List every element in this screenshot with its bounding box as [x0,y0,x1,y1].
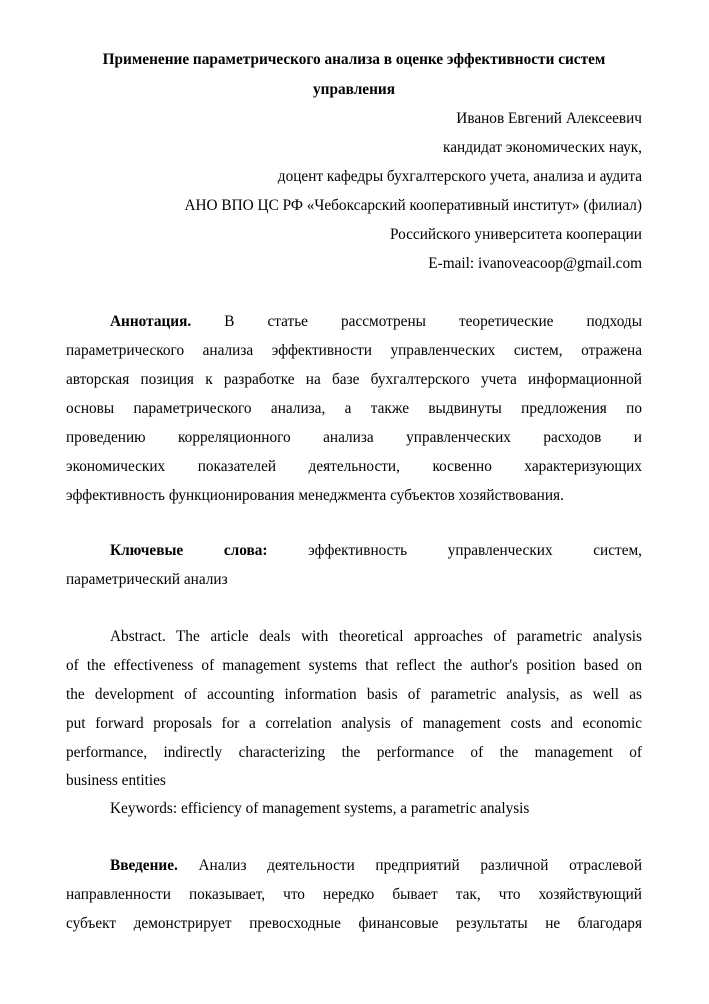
annotation-line-3: авторская позиция к разработке на базе бухгалтерского учета информационной [66,371,642,388]
intro-text: Анализ деятельности предприятий различной отраслевой [198,857,643,874]
intro-line-2: направленности показывает, что нередко бывает так, что хозяйствующий [66,886,642,903]
abstract-line-6: business entities [66,772,166,789]
abstract-line-1: Abstract. The article deals with theoretical approaches of parametric analysis [110,628,642,645]
abstract-line-2: of the effectiveness of management systems that reflect the author's position based on [66,657,642,674]
abstract-line-4: put forward proposals for a correlation analysis of management costs and economic [66,715,642,732]
intro-label: Введение. [110,857,178,874]
keywords-en: Keywords: efficiency of management systems, a parametric analysis [110,800,530,817]
intro-line-3: субъект демонстрирует превосходные финансовые результаты не благодаря [66,915,642,932]
paper-title-line-2: управления [313,81,395,98]
annotation-line-7: эффективность функционирования менеджмента субъектов хозяйствования. [66,487,564,504]
author-name: Иванов Евгений Алексеевич [456,110,642,127]
keywords-ru-line-1 [66,541,642,561]
annotation-text: В статье рассмотрены теоретические подходы [224,313,642,330]
keywords-ru-label: Ключевые слова: [110,542,268,559]
paper-title-line-1: Применение параметрического анализа в оценке эффективности систем [102,51,606,68]
abstract-line-3: the development of accounting information basis of parametric analysis, as well as [66,686,642,703]
abstract-line-5: performance, indirectly characterizing the performance of the management of [66,744,642,761]
author-position: доцент кафедры бухгалтерского учета, анализа и аудита [277,168,642,185]
annotation-line-6: экономических показателей деятельности, косвенно характеризующих [66,458,642,475]
keywords-ru-line-2: параметрический анализ [66,571,228,588]
author-institution: АНО ВПО ЦС РФ «Чебоксарский кооперативный институт» (филиал) [184,197,642,214]
annotation-line-4: основы параметрического анализа, а также выдвинуты предложения по [66,400,642,417]
annotation-line-5: проведению корреляционного анализа управленческих расходов и [66,429,642,446]
annotation-label: Аннотация. [110,313,192,330]
author-university: Российского университета кооперации [389,226,642,243]
author-email: E-mail: ivanoveacoop@gmail.com [428,255,642,272]
annotation-line-1 [66,312,642,332]
annotation-line-2: параметрического анализа эффективности управленческих систем, отражена [66,342,642,359]
intro-line-1 [66,856,642,876]
author-degree: кандидат экономических наук, [443,139,642,156]
keywords-ru-text: эффективность управленческих систем, [308,542,642,559]
